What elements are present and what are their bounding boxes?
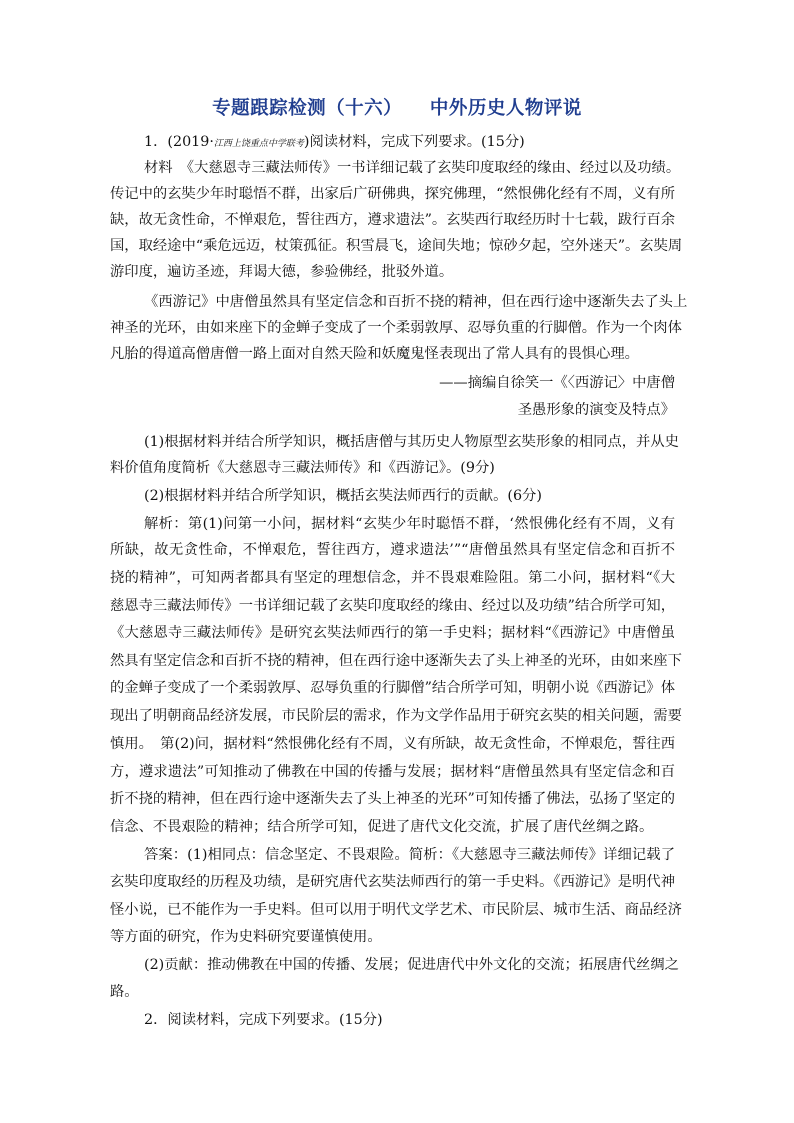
question-1-heading — [144, 134, 709, 152]
answer-line: 路。 — [110, 984, 139, 1000]
citation-line: ——摘编自徐笑一《〈西游记〉中唐僧 — [439, 375, 675, 391]
analysis-line: 的金蝉子变成了一个柔弱敦厚、忍辱负重的行脚僧”结合所学可知，明朝小说《西游记》体 — [110, 680, 675, 696]
question-2-heading: 2．阅读材料，完成下列要求。(15分) — [144, 1012, 383, 1028]
question-1-source: 江西上饶重点中学联考 — [213, 139, 304, 149]
answer-line: 答案：(1)相同点：信念坚定、不畏艰险。简析：《大慈恩寺三藏法师传》详细记载了 — [144, 847, 675, 863]
question-1-prefix: 1．(2019· — [144, 134, 214, 150]
analysis-line: 信念、不畏艰险的精神；结合所学可知，促进了唐代文化交流，扩展了唐代丝绸之路。 — [110, 819, 654, 835]
analysis-line: 折不挠的精神，但在西行途中逐渐失去了头上神圣的光环”可知传播了佛法，弘扬了坚定的 — [110, 791, 675, 807]
material-line: 国，取经途中“乘危远迈，杖策孤征。积雪晨飞，途间失地；惊砂夕起，空外迷天”。玄奘周 — [110, 238, 683, 254]
analysis-line: 慈恩寺三藏法师传》一书详细记载了玄奘印度取经的缘由、经过以及功绩”结合所学可知， — [110, 598, 675, 614]
citation-line: 圣愚形象的演变及特点》 — [517, 402, 675, 418]
analysis-line: 挠的精神”，可知两者都具有坚定的理想信念，并不畏艰难险阻。第二小问，据材料“《大 — [110, 570, 675, 586]
answer-line: 玄奘印度取经的历程及功绩，是研究唐代玄奘法师西行的第一手史料。《西游记》是明代神 — [110, 874, 675, 890]
analysis-line: 所缺，故无贪性命，不惮艰危，誓往西方，遵求遗法’”“唐僧虽然具有坚定信念和百折不 — [110, 542, 675, 558]
analysis-line: 现出了明朝商品经济发展，市民阶层的需求，作为文学作品用于研究玄奘的相关问题，需要 — [110, 708, 682, 724]
material-line: 传记中的玄奘少年时聪悟不群，出家后广研佛典，探究佛理，“然恨佛化经有不周，义有所 — [110, 186, 675, 202]
material-line: 凡胎的得道高僧唐僧一路上面对自然天险和妖魔鬼怪表现出了常人具有的畏惧心理。 — [110, 346, 639, 362]
question-line: (1)根据材料并结合所学知识，概括唐僧与其历史人物原型玄奘形象的相同点，并从史 — [144, 434, 679, 450]
analysis-line: 慎用。 第(2)问，据材料“然恨佛化经有不周，义有所缺，故无贪性命，不惮艰危，誓往西 — [110, 736, 675, 752]
material-line: 《西游记》中唐僧虽然具有坚定信念和百折不挠的精神，但在西行途中逐渐失去了头上 — [144, 294, 688, 310]
material-line: 材料 《大慈恩寺三藏法师传》一书详细记载了玄奘印度取经的缘由、经过以及功绩。 — [144, 160, 681, 176]
question-line: 料价值角度简析《大慈恩寺三藏法师传》和《西游记》。(9分) — [110, 460, 495, 476]
question-1-suffix: )阅读材料，完成下列要求。(15分) — [303, 134, 525, 150]
question-line: (2)根据材料并结合所学知识，概括玄奘法师西行的贡献。(6分) — [144, 488, 542, 504]
page-title: 专题跟踪检测（十六） 中外历史人物评说 — [212, 98, 582, 119]
material-line: 缺，故无贪性命，不惮艰危，誓往西方，遵求遗法”。玄奘西行取经历时十七载，跋行百余 — [110, 212, 675, 228]
material-line: 游印度，遍访圣迹，拜谒大德，参验佛经，批驳外道。 — [110, 264, 454, 280]
answer-line: 怪小说，已不能作为一手史料。但可以用于明代文学艺术、市民阶层、城市生活、商品经济 — [110, 902, 682, 918]
answer-line: 等方面的研究，作为史料研究要谨慎使用。 — [110, 929, 382, 945]
material-line: 神圣的光环，由如来座下的金蝉子变成了一个柔弱敦厚、忍辱负重的行脚僧。作为一个肉体 — [110, 320, 682, 336]
analysis-line: 然具有坚定信念和百折不挠的精神，但在西行途中逐渐失去了头上神圣的光环，由如来座下 — [110, 653, 682, 669]
analysis-line: 方，遵求遗法”可知推动了佛教在中国的传播与发展；据材料“唐僧虽然具有坚定信念和百 — [110, 764, 675, 780]
analysis-line: 《大慈恩寺三藏法师传》是研究玄奘法师西行的第一手史料；据材料“《西游记》中唐僧虽 — [110, 625, 675, 641]
answer-line: (2)贡献：推动佛教在中国的传播、发展；促进唐代中外文化的交流；拓展唐代丝绸之 — [144, 957, 679, 973]
analysis-line: 解析：第(1)问第一小问，据材料“玄奘少年时聪悟不群，‘然恨佛化经有不周，义有 — [144, 516, 675, 532]
